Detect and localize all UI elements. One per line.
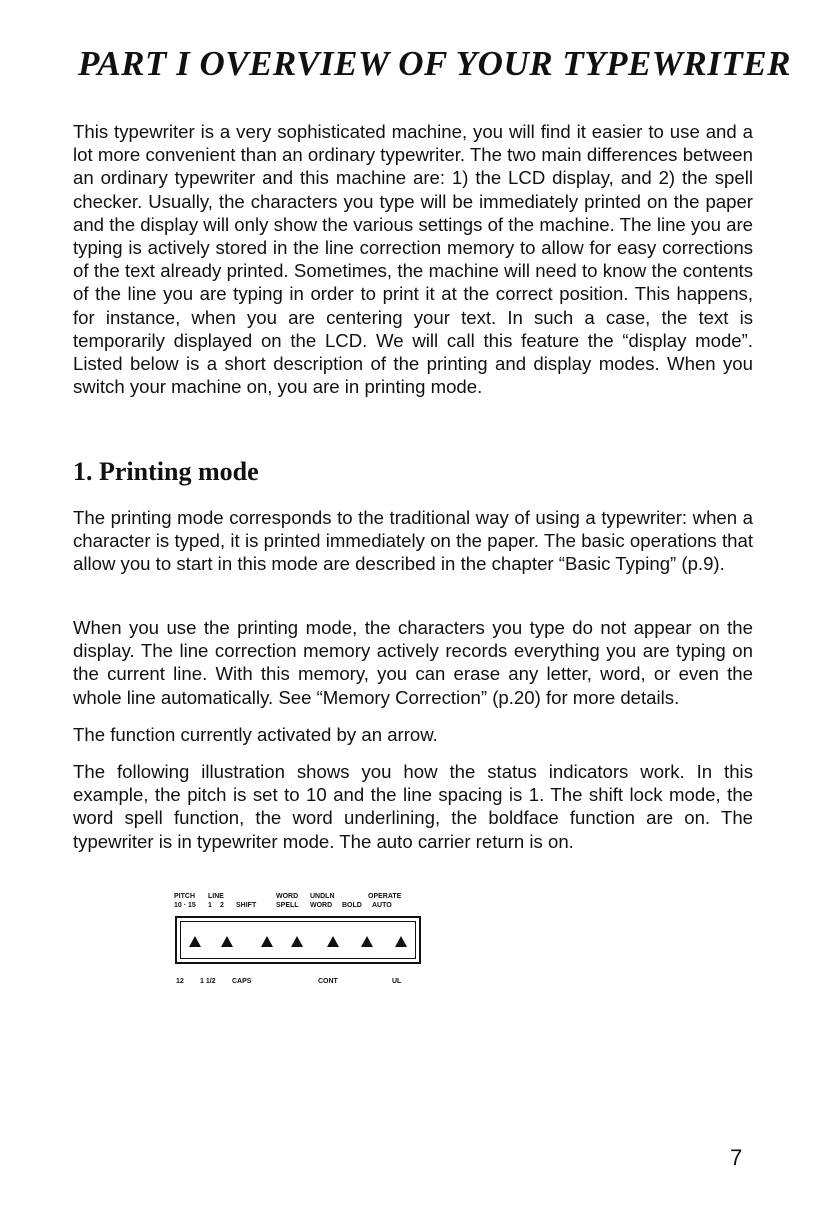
label-pitch: PITCH <box>174 893 195 900</box>
arrow-indicator-shift <box>261 936 273 947</box>
illustration-paragraph: The following illustration shows you how the status indicators work. In this example, the pitch is set to 10 and the line spacing is 1. The shift lock mode, the word spell function, the word underlining, the boldface function are on. The typewriter is in typewriter mode. The auto carrier return is on. <box>73 761 753 852</box>
arrow-indicator-operate <box>395 936 407 947</box>
section-heading: 1. Printing mode <box>73 457 259 486</box>
label-cont: CONT <box>318 978 338 985</box>
label-1-1-2: 1 1/2 <box>200 978 216 985</box>
label-word2: WORD <box>310 902 333 909</box>
arrow-indicator-bold <box>361 936 373 947</box>
intro-paragraph: This typewriter is a very sophisticated machine, you will find it easier to use and a lot more convenient than an ordinary typewriter. The two main differences between an ordinary typewriter and this machine are: 1) the LCD display, and 2) the spell checker. Usually, the characters you type will be immediately printed on the paper and the display will only show the various settings of the machine. The line you are typing is actively stored in the line correction memory to allow for easy corrections of the text already printed. Sometimes, the machine will need to know the contents of the line you are typing in order to print it at the correct position. This happens, for instance, when you are centering your text. In such a case, the text is temporarily displayed on the LCD. We will call this feature the “display mode”. Listed below is a short description of the printing and display modes. When you switch your machine on, you are in printing mode. <box>73 121 753 398</box>
indicator-bottom-labels <box>170 978 430 988</box>
label-word: WORD <box>276 893 299 900</box>
indicator-top-labels-row2 <box>170 902 430 912</box>
line-correction-paragraph: When you use the printing mode, the characters you type do not appear on the display. The line correction memory actively records everything you are typing on the current line. With this memory, you can erase any letter, word, or even the whole line automatically. See “Memory Correction” (p.20) for more details. <box>73 617 753 708</box>
label-2: 2 <box>220 902 224 909</box>
label-1: 1 <box>208 902 212 909</box>
label-12: 12 <box>176 978 184 985</box>
arrow-indicator-line <box>221 936 233 947</box>
label-10-15: 10 · 15 <box>174 902 196 909</box>
arrow-indicator-spell <box>291 936 303 947</box>
status-indicator-illustration <box>170 893 430 999</box>
lcd-display-panel <box>175 916 421 964</box>
label-shift: SHIFT <box>236 902 257 909</box>
arrow-indicator-word <box>327 936 339 947</box>
page-title: PART I OVERVIEW OF YOUR TYPEWRITER <box>78 44 791 83</box>
label-bold: BOLD <box>342 902 362 909</box>
label-operate: OPERATE <box>368 893 402 900</box>
label-ul: UL <box>392 978 402 985</box>
label-spell: SPELL <box>276 902 299 909</box>
label-line: LINE <box>208 893 224 900</box>
page-number: 7 <box>730 1145 743 1170</box>
label-auto: AUTO <box>372 902 392 909</box>
arrow-indicator-pitch <box>189 936 201 947</box>
label-caps: CAPS <box>232 978 252 985</box>
lcd-inner-frame <box>180 921 416 959</box>
label-undln: UNDLN <box>310 893 335 900</box>
function-arrow-paragraph: The function currently activated by an arrow. <box>73 724 438 745</box>
printing-mode-paragraph: The printing mode corresponds to the traditional way of using a typewriter: when a character is typed, it is printed immediately on the paper. The basic operations that allow you to start in this mode are described in the chapter “Basic Typing” (p.9). <box>73 507 753 575</box>
